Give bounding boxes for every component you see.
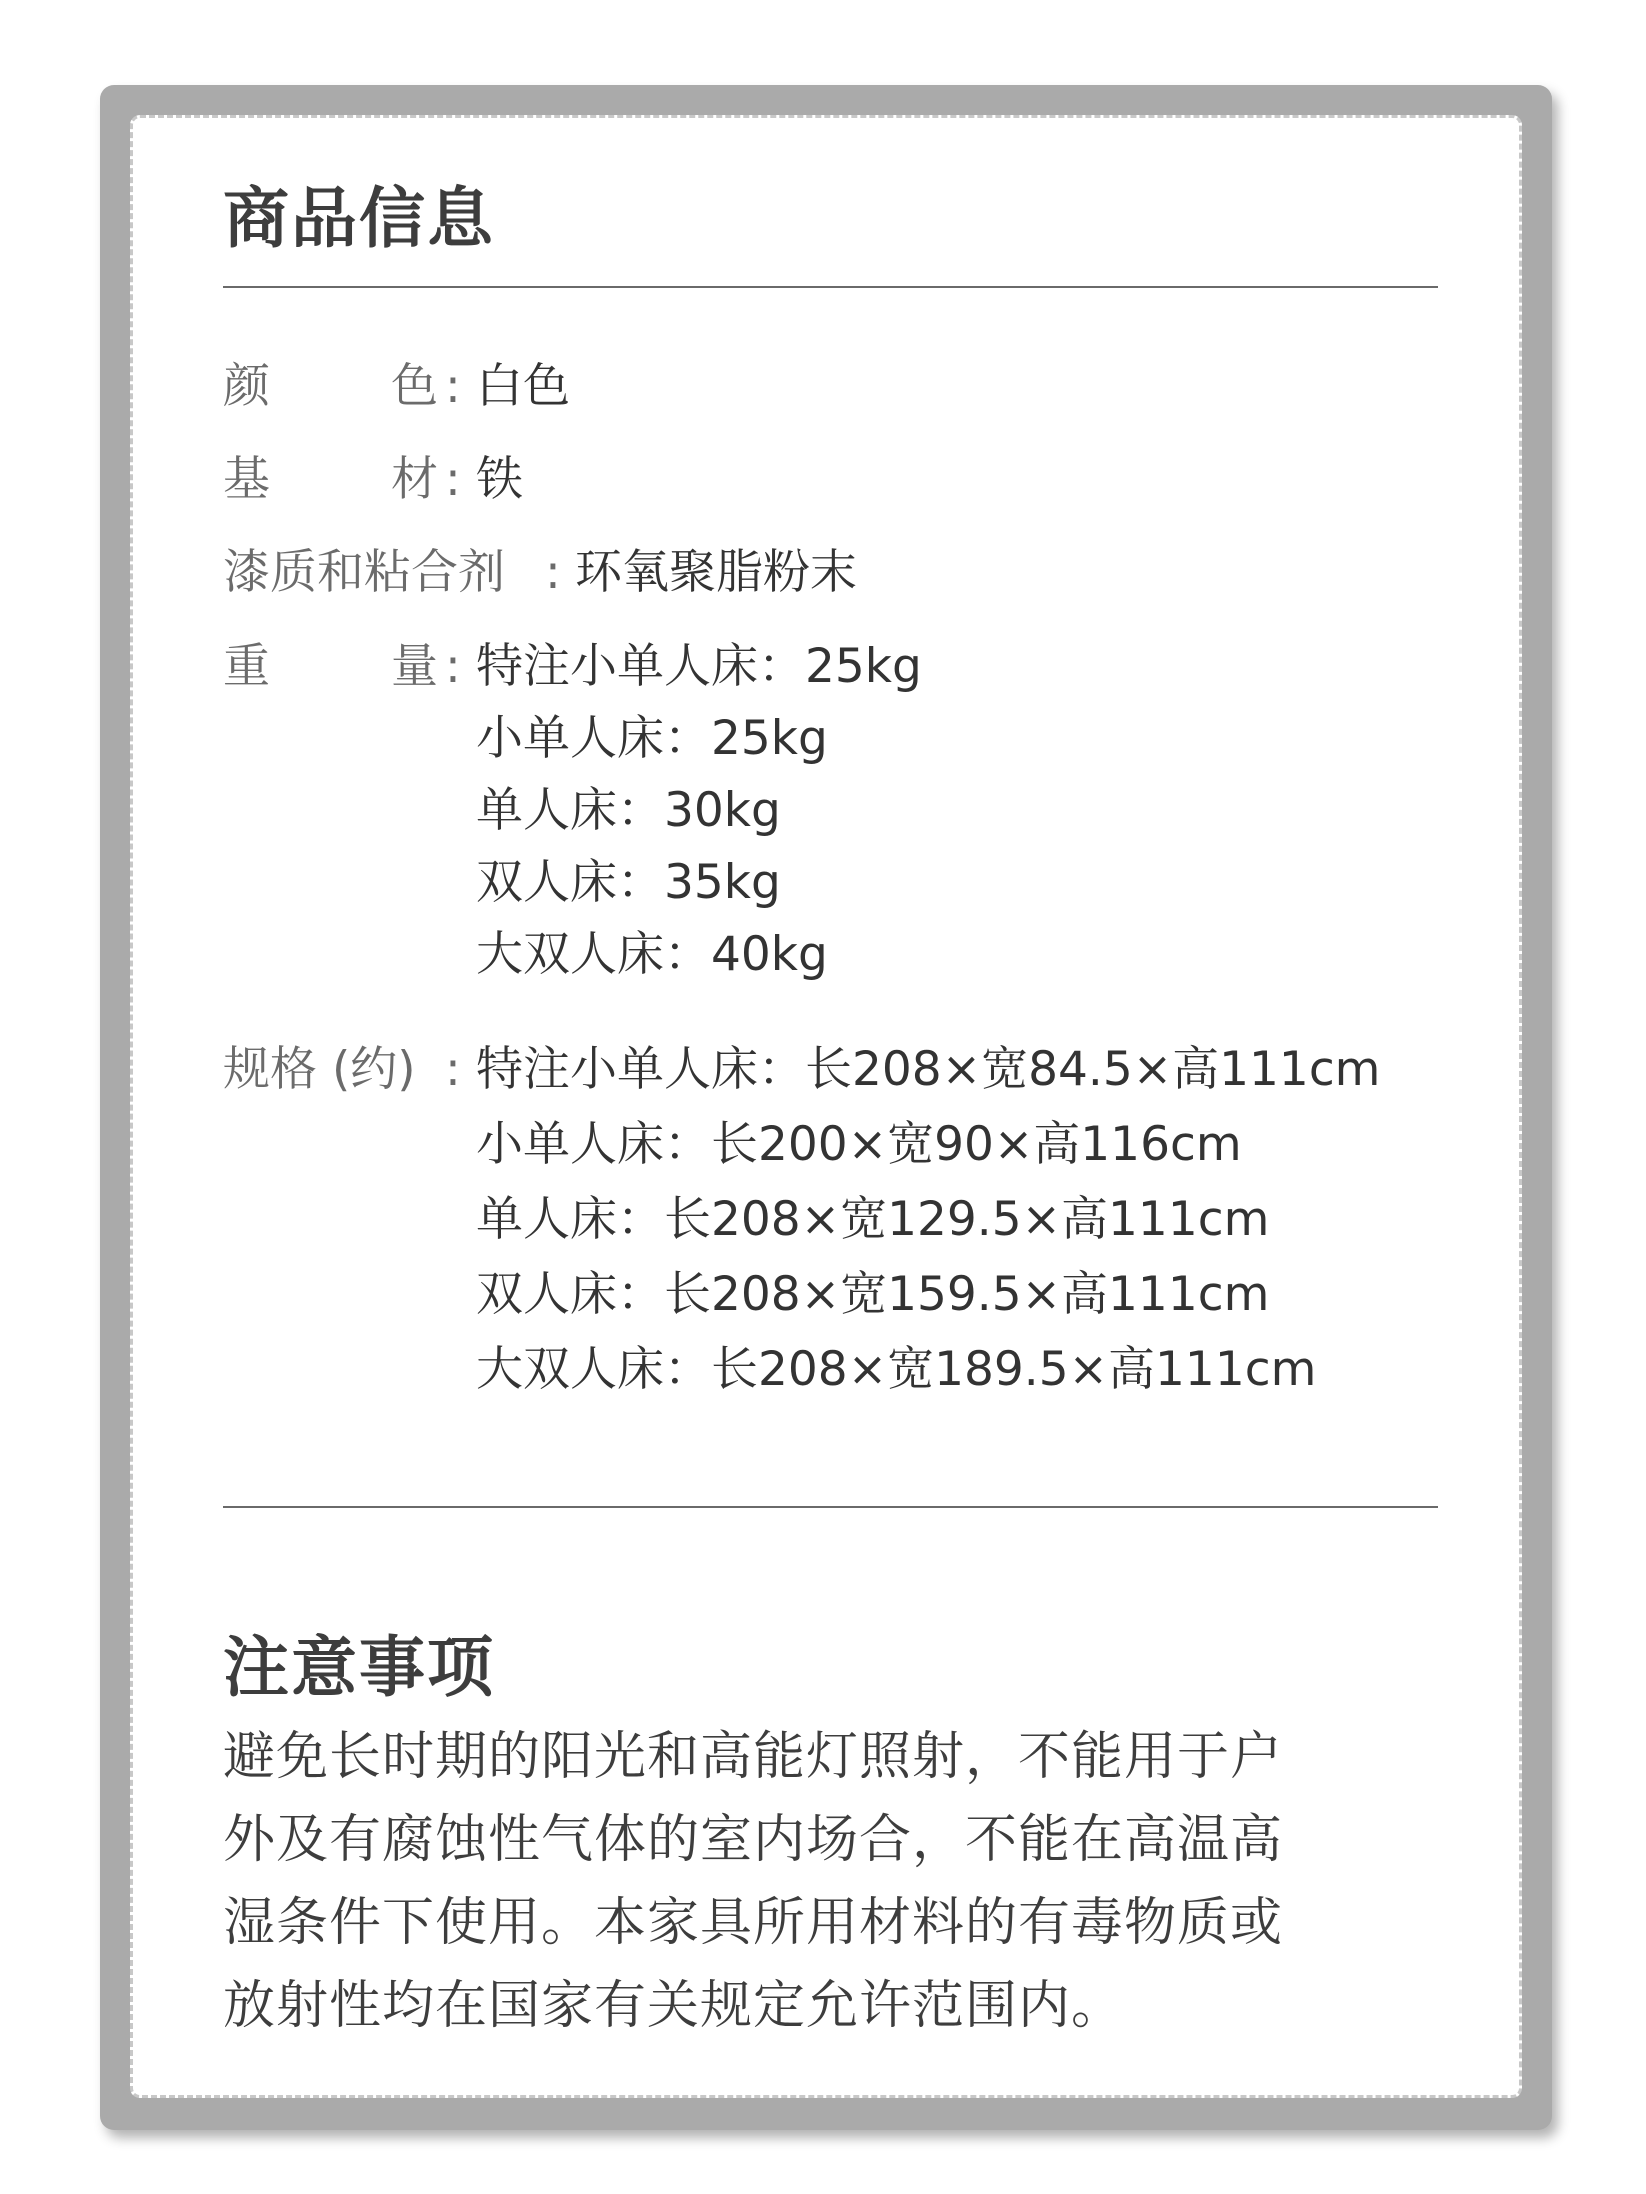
spec-item: 大双人床：长208×宽189.5×高111cm: [476, 1342, 1317, 1397]
notes-line: 放射性均在国家有关规定允许范围内。: [223, 1976, 1125, 2036]
info-card: [130, 115, 1522, 2098]
colon: :: [445, 639, 461, 694]
label-char: 颜: [223, 359, 270, 414]
field-coating-label: 漆质和粘合剂: [223, 545, 505, 600]
weight-item: 大双人床：40kg: [476, 927, 828, 982]
colon: :: [445, 359, 461, 414]
notes-title: 注意事项: [223, 1629, 495, 1706]
colon: :: [545, 545, 561, 600]
notes-line: 湿条件下使用。本家具所用材料的有毒物质或: [223, 1893, 1284, 1953]
weight-item: 特注小单人床：25kg: [476, 639, 922, 694]
label-char: 色: [391, 359, 438, 414]
notes-line: 避免长时期的阳光和高能灯照射，不能用于户: [223, 1727, 1284, 1787]
colon: :: [445, 1042, 461, 1097]
field-weight-label: [223, 639, 438, 694]
label-char: 材: [391, 452, 438, 507]
spec-item: 单人床：长208×宽129.5×高111cm: [476, 1192, 1270, 1247]
label-char: 重: [223, 639, 270, 694]
field-material-label: [223, 452, 438, 507]
divider-middle: [223, 1506, 1438, 1508]
field-color-label: [223, 359, 438, 414]
label-char: 量: [391, 639, 438, 694]
notes-line: 外及有腐蚀性气体的室内场合，不能在高温高: [223, 1810, 1284, 1870]
spec-item: 小单人床：长200×宽90×高116cm: [476, 1117, 1242, 1172]
field-specs-label: 规格 (约): [223, 1042, 416, 1097]
label-char: 基: [223, 452, 270, 507]
outer-frame: [100, 85, 1552, 2130]
spec-item: 双人床：长208×宽159.5×高111cm: [476, 1267, 1270, 1322]
weight-item: 小单人床：25kg: [476, 711, 828, 766]
colon: :: [445, 452, 461, 507]
product-info-title: 商品信息: [223, 180, 495, 257]
weight-item: 单人床：30kg: [476, 783, 781, 838]
field-material-value: 铁: [476, 452, 523, 507]
spec-item: 特注小单人床：长208×宽84.5×高111cm: [476, 1042, 1381, 1097]
field-coating-value: 环氧聚脂粉末: [575, 545, 857, 600]
divider-top: [223, 286, 1438, 288]
field-color-value: 白色: [476, 359, 570, 414]
notes-text: [223, 1716, 1438, 2048]
weight-item: 双人床：35kg: [476, 855, 781, 910]
